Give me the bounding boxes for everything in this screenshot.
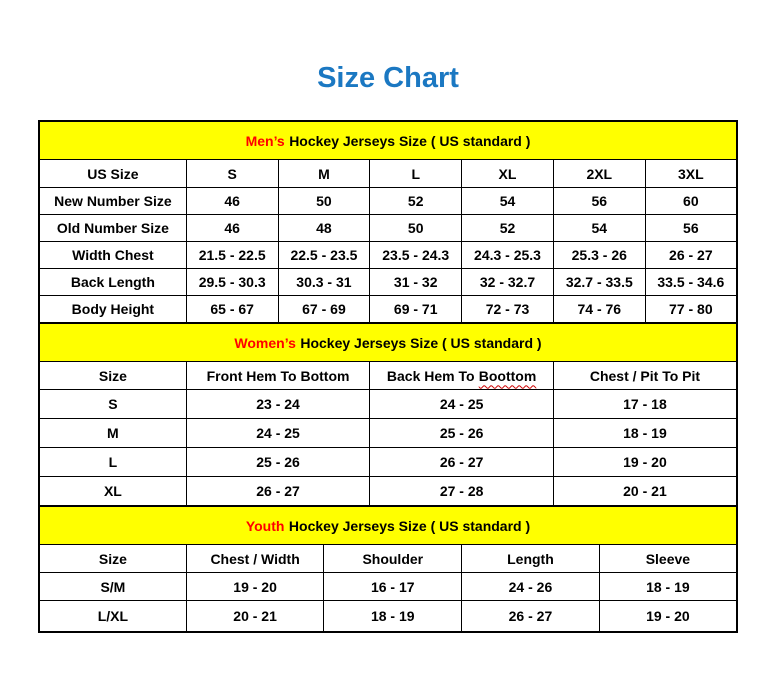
row-label: XL bbox=[39, 477, 186, 507]
size-value-cell: 26 - 27 bbox=[645, 242, 737, 269]
size-value-cell: 30.3 - 31 bbox=[278, 269, 370, 296]
size-value-cell: 23 - 24 bbox=[186, 390, 370, 419]
size-value-cell: 32.7 - 33.5 bbox=[553, 269, 645, 296]
size-value-cell: 27 - 28 bbox=[370, 477, 554, 507]
mens-band-row bbox=[39, 121, 737, 160]
size-value-cell: 52 bbox=[370, 188, 462, 215]
size-value-cell: 16 - 17 bbox=[324, 573, 462, 601]
size-value-cell: 23.5 - 24.3 bbox=[370, 242, 462, 269]
mens-column-header: 2XL bbox=[553, 160, 645, 188]
row-label: S bbox=[39, 390, 186, 419]
youth-column-header: Sleeve bbox=[599, 545, 737, 573]
table-row bbox=[39, 573, 737, 601]
size-value-cell: 18 - 19 bbox=[553, 419, 737, 448]
size-value-cell: 21.5 - 22.5 bbox=[186, 242, 278, 269]
size-value-cell: 20 - 21 bbox=[553, 477, 737, 507]
size-value-cell: 60 bbox=[645, 188, 737, 215]
size-value-cell: 65 - 67 bbox=[186, 296, 278, 324]
size-value-cell: 67 - 69 bbox=[278, 296, 370, 324]
size-value-cell: 31 - 32 bbox=[370, 269, 462, 296]
size-value-cell: 24 - 25 bbox=[370, 390, 554, 419]
size-value-cell: 48 bbox=[278, 215, 370, 242]
size-value-cell: 19 - 20 bbox=[553, 448, 737, 477]
size-value-cell: 25.3 - 26 bbox=[553, 242, 645, 269]
youth-column-header: Size bbox=[39, 545, 186, 573]
size-value-cell: 56 bbox=[553, 188, 645, 215]
size-value-cell: 17 - 18 bbox=[553, 390, 737, 419]
table-row bbox=[39, 448, 737, 477]
row-label: L/XL bbox=[39, 601, 186, 633]
row-label: M bbox=[39, 419, 186, 448]
table-row bbox=[39, 269, 737, 296]
size-value-cell: 77 - 80 bbox=[645, 296, 737, 324]
size-value-cell: 29.5 - 30.3 bbox=[186, 269, 278, 296]
page-title: Size Chart bbox=[317, 62, 459, 94]
size-value-cell: 19 - 20 bbox=[186, 573, 324, 601]
youth-size-table bbox=[38, 505, 738, 633]
youth-band-title: Hockey Jerseys Size ( US standard ) bbox=[288, 517, 531, 534]
youth-band-highlight: Youth bbox=[245, 517, 285, 534]
youth-column-header: Length bbox=[462, 545, 600, 573]
womens-section-band bbox=[39, 323, 737, 362]
womens-column-header-misspelled bbox=[370, 362, 554, 390]
size-value-cell: 26 - 27 bbox=[462, 601, 600, 633]
size-value-cell: 18 - 19 bbox=[599, 573, 737, 601]
size-value-cell: 50 bbox=[278, 188, 370, 215]
size-value-cell: 26 - 27 bbox=[186, 477, 370, 507]
mens-size-table bbox=[38, 120, 738, 324]
size-value-cell: 54 bbox=[553, 215, 645, 242]
size-value-cell: 54 bbox=[462, 188, 554, 215]
size-value-cell: 22.5 - 23.5 bbox=[278, 242, 370, 269]
table-row bbox=[39, 390, 737, 419]
womens-column-header: Front Hem To Bottom bbox=[186, 362, 370, 390]
size-value-cell: 46 bbox=[186, 188, 278, 215]
size-tables-container bbox=[38, 120, 738, 633]
size-value-cell: 24 - 25 bbox=[186, 419, 370, 448]
size-value-cell: 33.5 - 34.6 bbox=[645, 269, 737, 296]
row-label: S/M bbox=[39, 573, 186, 601]
size-value-cell: 72 - 73 bbox=[462, 296, 554, 324]
spellcheck-squiggle-word: Boottom bbox=[478, 367, 537, 384]
womens-column-header: Chest / Pit To Pit bbox=[553, 362, 737, 390]
row-label: L bbox=[39, 448, 186, 477]
row-label: Old Number Size bbox=[39, 215, 186, 242]
size-value-cell: 19 - 20 bbox=[599, 601, 737, 633]
mens-column-header: M bbox=[278, 160, 370, 188]
row-label: New Number Size bbox=[39, 188, 186, 215]
size-value-cell: 20 - 21 bbox=[186, 601, 324, 633]
size-value-cell: 25 - 26 bbox=[370, 419, 554, 448]
size-value-cell: 26 - 27 bbox=[370, 448, 554, 477]
size-value-cell: 25 - 26 bbox=[186, 448, 370, 477]
table-row bbox=[39, 419, 737, 448]
size-value-cell: 18 - 19 bbox=[324, 601, 462, 633]
mens-band-highlight: Men’s bbox=[245, 132, 285, 149]
size-value-cell: 69 - 71 bbox=[370, 296, 462, 324]
table-row bbox=[39, 296, 737, 324]
womens-band-highlight: Women’s bbox=[234, 334, 296, 351]
youth-column-header: Shoulder bbox=[324, 545, 462, 573]
womens-band-row bbox=[39, 323, 737, 362]
column-header-text: Back Hem To bbox=[386, 367, 475, 384]
row-label: Back Length bbox=[39, 269, 186, 296]
womens-size-table bbox=[38, 322, 738, 507]
table-row bbox=[39, 215, 737, 242]
size-value-cell: 52 bbox=[462, 215, 554, 242]
mens-column-header: L bbox=[370, 160, 462, 188]
size-value-cell: 32 - 32.7 bbox=[462, 269, 554, 296]
size-value-cell: 74 - 76 bbox=[553, 296, 645, 324]
mens-band-title: Hockey Jerseys Size ( US standard ) bbox=[289, 132, 531, 149]
row-label: Width Chest bbox=[39, 242, 186, 269]
size-value-cell: 50 bbox=[370, 215, 462, 242]
table-row bbox=[39, 477, 737, 507]
size-value-cell: 56 bbox=[645, 215, 737, 242]
size-value-cell: 24 - 26 bbox=[462, 573, 600, 601]
mens-column-header: XL bbox=[462, 160, 554, 188]
size-value-cell: 46 bbox=[186, 215, 278, 242]
youth-header-row bbox=[39, 545, 737, 573]
youth-band-row bbox=[39, 506, 737, 545]
womens-band-title: Hockey Jerseys Size ( US standard ) bbox=[300, 334, 542, 351]
womens-header-row bbox=[39, 362, 737, 390]
mens-section-band bbox=[39, 121, 737, 160]
table-row bbox=[39, 601, 737, 633]
table-row bbox=[39, 242, 737, 269]
womens-column-header: Size bbox=[39, 362, 186, 390]
youth-section-band bbox=[39, 506, 737, 545]
row-label: Body Height bbox=[39, 296, 186, 324]
mens-header-row bbox=[39, 160, 737, 188]
table-row bbox=[39, 188, 737, 215]
mens-column-header: US Size bbox=[39, 160, 186, 188]
mens-column-header: S bbox=[186, 160, 278, 188]
mens-column-header: 3XL bbox=[645, 160, 737, 188]
size-value-cell: 24.3 - 25.3 bbox=[462, 242, 554, 269]
youth-column-header: Chest / Width bbox=[186, 545, 324, 573]
